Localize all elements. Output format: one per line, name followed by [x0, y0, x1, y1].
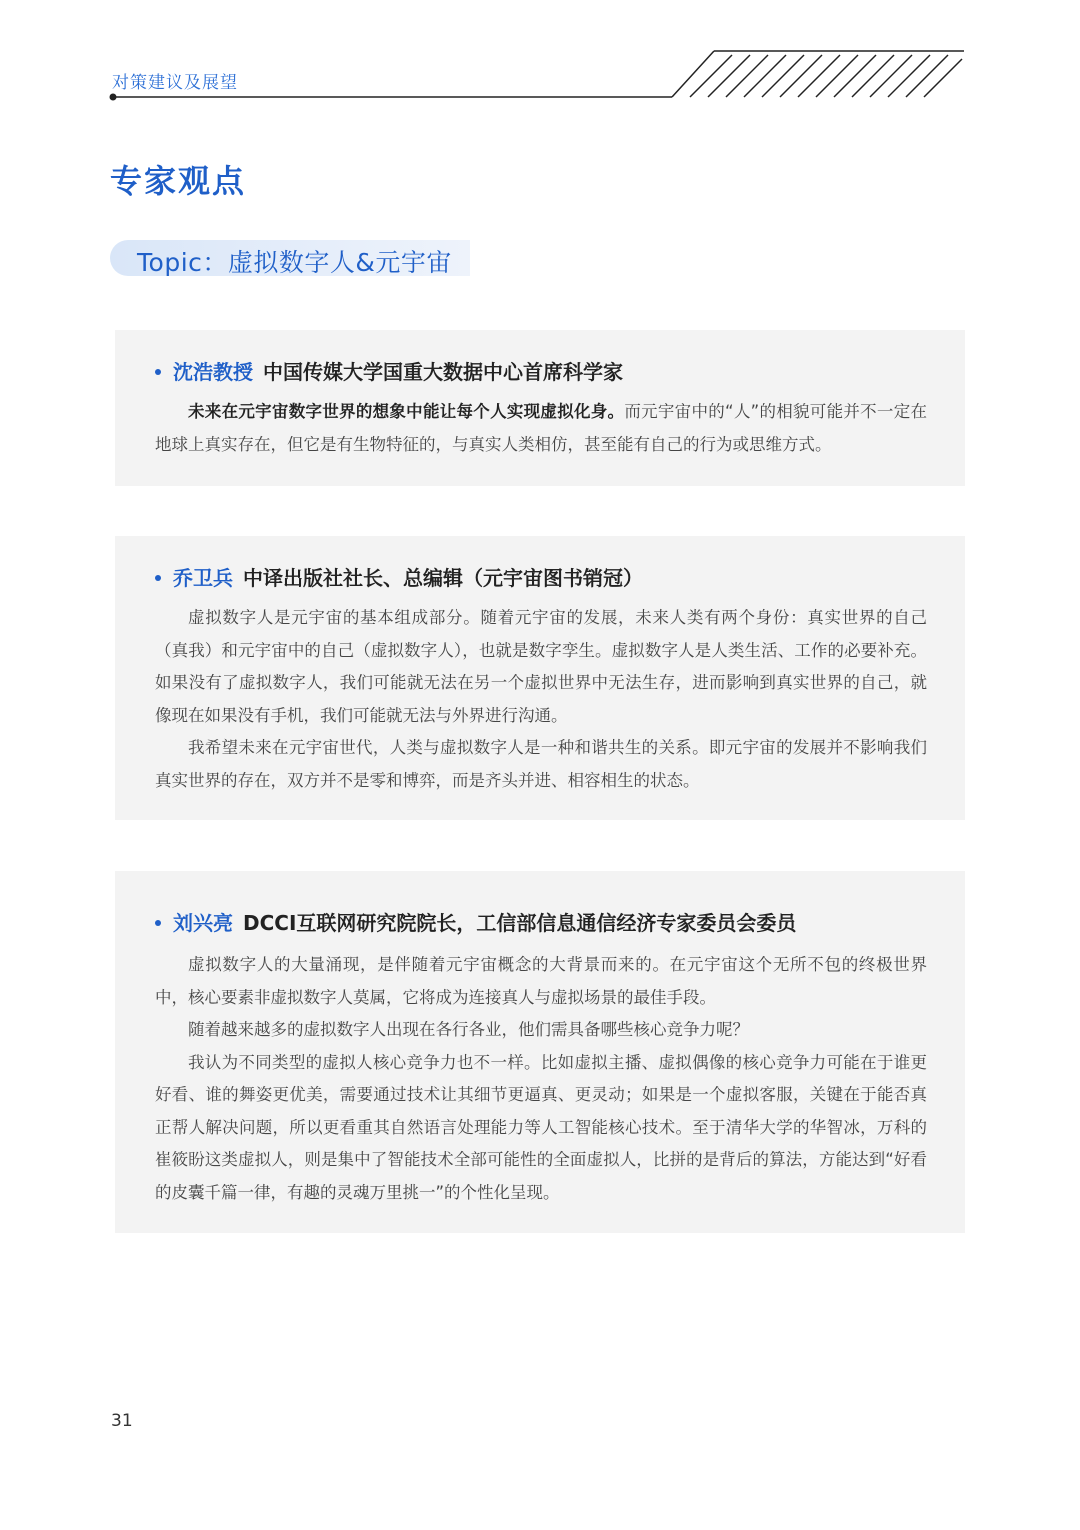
expert-title: 中国传媒大学国重大数据中心首席科学家 — [263, 360, 623, 384]
bullet-icon — [155, 920, 161, 926]
quote-highlight: 未来在元宇宙数字世界的想象中能让每个人实现虚拟化身。 — [188, 402, 625, 421]
quote-paragraph — [155, 396, 927, 461]
expert-heading — [155, 562, 643, 591]
expert-title: 中译出版社社长、总编辑（元宇宙图书销冠） — [243, 566, 643, 590]
page-number: 31 — [111, 1411, 133, 1431]
expert-card — [115, 536, 965, 820]
expert-heading — [155, 907, 796, 936]
expert-quote — [155, 602, 927, 797]
quote-text: 而元宇宙中的“人”的相貌可能并不一定在地球上真实存在，但它是有生物特征的，与真实人类相仿，甚至能有自己的行为或思维方式。 — [155, 402, 927, 454]
quote-paragraph: 虚拟数字人的大量涌现，是伴随着元宇宙概念的大背景而来的。在元宇宙这个无所不包的终极世界中，核心要素非虚拟数字人莫属，它将成为连接真人与虚拟场景的最佳手段。 — [155, 955, 927, 1007]
header-hatching — [690, 55, 962, 97]
expert-heading — [155, 356, 623, 385]
bullet-icon — [155, 575, 161, 581]
expert-card — [115, 871, 965, 1233]
expert-title: DCCI互联网研究院院长，工信部信息通信经济专家委员会委员 — [243, 911, 797, 935]
expert-quote — [155, 396, 927, 461]
expert-card — [115, 330, 965, 486]
header-rule — [0, 0, 1080, 110]
bullet-icon — [155, 369, 161, 375]
expert-name: 乔卫兵 — [173, 566, 233, 590]
header-rule-slant — [672, 51, 714, 97]
expert-quote — [155, 949, 927, 1209]
quote-paragraph: 我认为不同类型的虚拟人核心竞争力也不一样。比如虚拟主播、虚拟偶像的核心竞争力可能在于谁更好看、谁的舞姿更优美，需要通过技术让其细节更逼真、更灵动；如果是一个虚拟客服，关键在于能否真正帮人解决问题，所以更看重其自然语言处理能力等人工智能核心技术。至于清华大学的华智冰，万科的崔筱盼这类虚拟人，则是集中了智能技术全部可能性的全面虚拟人，比拼的是背后的算法，方能达到“好看的皮囊千篇一律，有趣的灵魂万里挑一”的个性化呈现。 — [155, 1052, 927, 1202]
quote-paragraph: 我希望未来在元宇宙世代，人类与虚拟数字人是一种和谐共生的关系。即元宇宙的发展并不影响我们真实世界的存在，双方并不是零和博弈，而是齐头并进、相容相生的状态。 — [155, 738, 927, 790]
expert-name: 沈浩教授 — [173, 360, 253, 384]
section-label: 对策建议及展望 — [112, 73, 238, 93]
quote-paragraph: 随着越来越多的虚拟数字人出现在各行各业，他们需具备哪些核心竞争力呢？ — [188, 1020, 749, 1039]
topic-label: Topic：虚拟数字人&元宇宙 — [137, 248, 452, 277]
quote-paragraph: 虚拟数字人是元宇宙的基本组成部分。随着元宇宙的发展，未来人类有两个身份：真实世界的自己（真我）和元宇宙中的自己（虚拟数字人），也就是数字孪生。虚拟数字人是人类生活、工作的必要补充。如果没有了虚拟数字人，我们可能就无法在另一个虚拟世界中无法生存，进而影响到真实世界的自己，就像现在如果没有手机，我们可能就无法与外界进行沟通。 — [155, 608, 927, 725]
page-title: 专家观点 — [110, 162, 247, 200]
expert-name: 刘兴亮 — [173, 911, 233, 935]
